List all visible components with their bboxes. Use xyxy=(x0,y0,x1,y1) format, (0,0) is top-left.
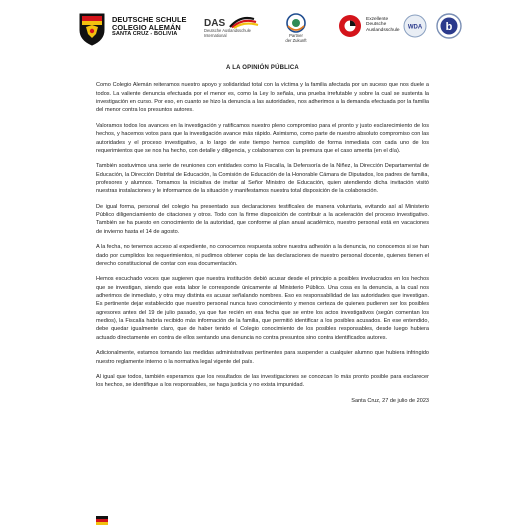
excellence-text-line2: Deutsche xyxy=(366,22,387,28)
school-name xyxy=(112,16,187,39)
document-title: A LA OPINIÓN PÚBLICA xyxy=(226,65,299,71)
excellence-text xyxy=(366,17,400,33)
paragraph-7: Adicionalmente, estamos tomando las medidas administrativas pertinentes para suspender a cualquier alumno que hubiera infringido nuestro reglamente interno o la normativa legal vigente del país. xyxy=(96,350,429,365)
statement-document xyxy=(96,64,429,405)
das-logo xyxy=(204,15,274,38)
signature-date: Santa Cruz, 27 de julio de 2023 xyxy=(351,397,429,404)
ib-logo-text: b xyxy=(445,21,453,33)
paragraph-8: Al igual que todos, también esperamos que los resultados de las investigaciones se conozcan lo más pronto posible para esclarecer los hechos, se identifique a los responsables, se haga justicia y no exista impunidad. xyxy=(96,373,429,389)
paragraph-3: También sostuvimos una serie de reuniones con entidades como la Fiscalía, la Defensoría de la Niñez, la Dirección Departamental de Educación, la Dirección Distrital de Educación, la Comisión de Educación de la Honorable Cámara de Diputados, los padres de familia, profesores y alumnos. Tomamos la iniciativa de invitar al Señor Ministro de Educación, quien atendiendo dicha invitación visitó nuestras instalaciones y le informamos de la situación y manifestamos nuestra total disposición de la colaboración. xyxy=(96,163,429,195)
das-text-line1: Deutsche Auslandsschule xyxy=(204,28,251,33)
german-flag-icon xyxy=(96,516,108,525)
das-wordmark: DAS xyxy=(204,18,226,29)
wda-logo-icon xyxy=(403,14,427,38)
paragraph-2: Valoramos todos los avances en la investigación y ratificamos nuestro pleno compromiso para el pronto y justo esclarecimiento de los hechos, y hacemos votos para que la investigación avance más rápido. Asimismo, como parte de nuestro absoluto compromiso con las autoridades y el proceso investigativo, a lo largo de este tiempo hemos cumplido de forma inmediata con cada uno de los requerimientos que se nos ha hecho, con detalle y diligencia, y colaboramos con la premura que el caso amerita (en el día). xyxy=(96,122,429,154)
paragraph-1: Como Colegio Alemán reiteramos nuestro apoyo y solidaridad total con la víctima y la familia afectada por un suceso que nos duele a todos. La valiente denuncia efectuada por el menor es, como la Ley lo señala, una prueba irrefutable y sobre la cual se sustenta la investigación en curso. Por eso, en cuanto se hizo la denuncia a las autoridades, nos adherimos a la demanda efectuada por la familia del menor contra los presuntos autores. xyxy=(96,82,429,114)
letterhead xyxy=(0,0,526,52)
partner-text-line1: Partner xyxy=(289,33,303,38)
school-crest-icon xyxy=(78,12,106,46)
school-name-line2: COLEGIO ALEMÁN xyxy=(112,22,181,32)
excellence-text-line3: Auslandsschule xyxy=(366,27,400,33)
paragraph-4: De igual forma, personal del colegio ha presentado sus declaraciones testificales de manera voluntaria, evitando así al Ministerio Público diligenciamiento de citaciones y otros. Todo con la firme disposición de contribuir a la aceleración del proceso investigativo. También se ha puesto en conocimiento de la autoridad, que conforme al plan anual académico, nuestro personal está en vacaciones de invierno hasta el 14 de agosto. xyxy=(96,203,429,235)
das-text-line2: International xyxy=(204,32,227,38)
excellence-seal xyxy=(338,14,400,43)
partner-logo xyxy=(276,12,316,43)
paragraph-6: Hemos escuchado voces que sugieren que nuestra institución debió acusar desde el principio a posibles involucrados en los hechos que se investigan, siendo que esta labor le corresponde únicamente al Ministerio Público. Una cosa es la denuncia, a la cual nos adherimos de inmediato, y otra muy distinta es acusar señalando nombres. Eso es responsabilidad de las autoridades que investigan. Es pertinente dejar establecido que nuestro personal nunca tuvo conocimiento y menos certeza de quienes pudieren ser los posibles agresores antes del 19 de julio pasado, ya que fue recién en esa fecha que se entre los actos investigativos (según comentan los medios), la Fiscalía habría recibido más información de la familia, que permitió identificar a los posibles acusados. En ese entendido, debe quedar igualmente claro, que de haber tenido el Colegio conocimiento de los posibles responsables, desde luego hubiera actuado directamente en contra de ellos sentando una denuncia no contra presuntos sino contra identificados autores. xyxy=(96,276,429,341)
ib-logo-icon xyxy=(436,13,462,39)
partner-logo-icon xyxy=(283,12,309,34)
partner-text-line2: der Zukunft xyxy=(285,37,307,43)
das-logo-icon xyxy=(204,15,262,29)
wda-logo-text: WDA xyxy=(407,24,423,31)
excellence-text-line1: Exzellente xyxy=(366,17,389,22)
paragraph-5: A la fecha, no tenemos acceso al expediente, no conocemos respuesta sobre nuestra adhesión a la denuncia, no conocemos si se han dado por cumplidos los requerimientos, ni pudimos obtener copia de las declaraciones de nuestro personal docente, quienes tienen el derecho constitucional de contar con esa documentación. xyxy=(96,244,429,267)
school-location: SANTA CRUZ - BOLIVIA xyxy=(112,31,178,38)
school-name-line1: DEUTSCHE SCHULE xyxy=(112,15,187,24)
excellence-seal-icon xyxy=(338,14,362,38)
